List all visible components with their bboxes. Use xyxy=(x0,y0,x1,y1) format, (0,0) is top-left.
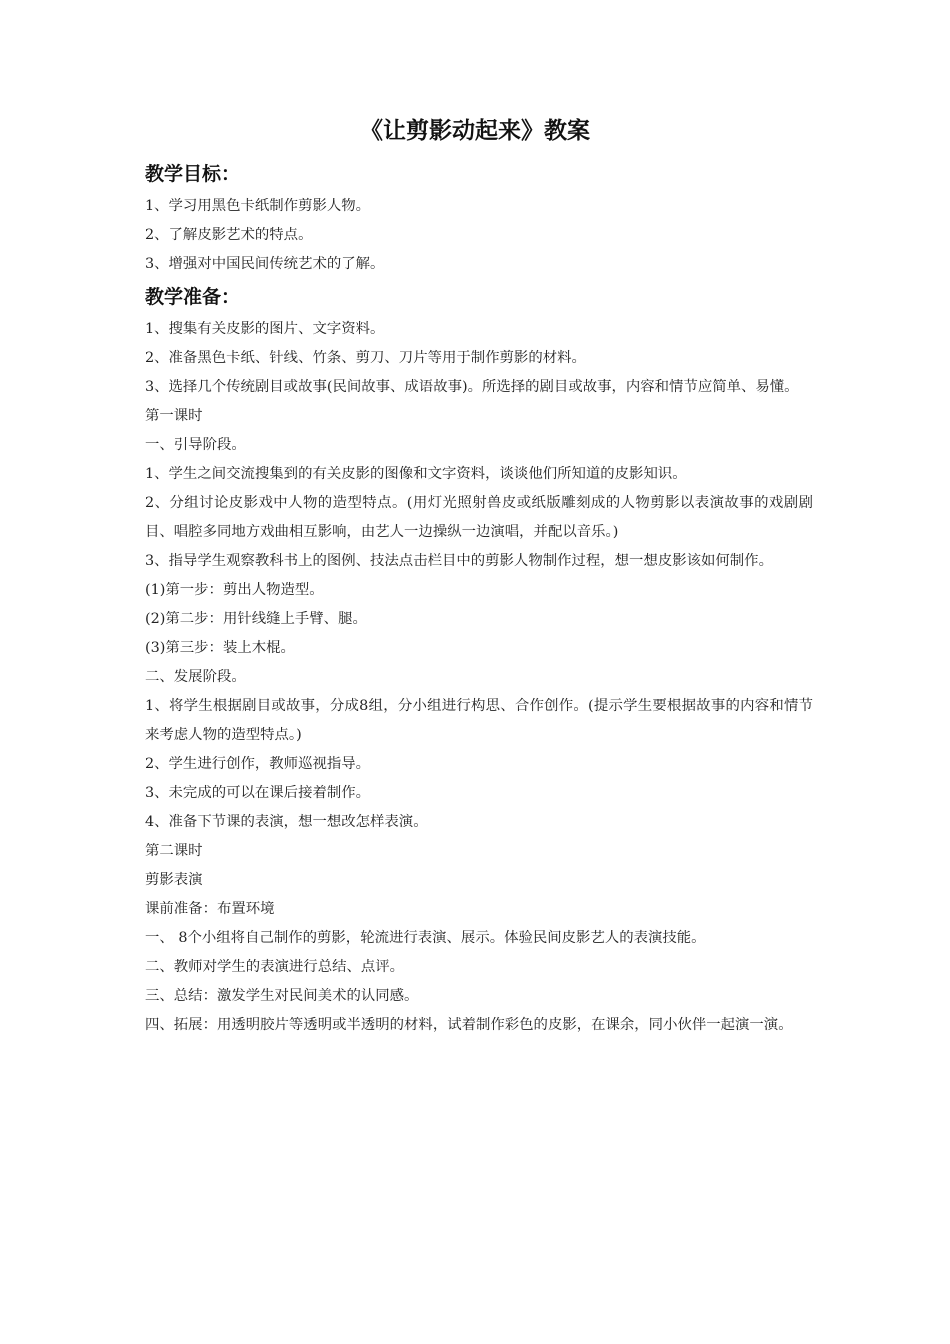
paragraph: 一、 8个小组将自己制作的剪影，轮流进行表演、展示。体验民间皮影艺人的表演技能。 xyxy=(145,930,706,946)
paragraph: 三、总结：激发学生对民间美术的认同感。 xyxy=(145,988,419,1004)
paragraph: 1、将学生根据剧目或故事，分成8组，分小组进行构思、合作创作。(提示学生要根据故事的内容和情节来考虑人物的造型特点。) xyxy=(145,698,813,743)
lesson-heading-second: 第二课时 xyxy=(145,843,203,859)
paragraph: 1、学生之间交流搜集到的有关皮影的图像和文字资料，谈谈他们所知道的皮影知识。 xyxy=(145,466,687,482)
preparation-item: 1、搜集有关皮影的图片、文字资料。 xyxy=(145,321,385,337)
paragraph: 课前准备：布置环境 xyxy=(145,901,275,917)
preparation-item: 3、选择几个传统剧目或故事(民间故事、成语故事)。所选择的剧目或故事，内容和情节应简单、易懂。 xyxy=(145,379,799,395)
goal-item: 1、学习用黑色卡纸制作剪影人物。 xyxy=(145,198,371,214)
section-heading-preparation: 教学准备： xyxy=(145,286,241,308)
paragraph: 2、分组讨论皮影戏中人物的造型特点。(用灯光照射兽皮或纸版雕刻成的人物剪影以表演故事的戏剧剧目、唱腔多同地方戏曲相互影响，由艺人一边操纵一边演唱，并配以音乐。) xyxy=(145,495,813,540)
step-item: (3)第三步：装上木棍。 xyxy=(145,640,295,656)
stage-heading: 一、引导阶段。 xyxy=(145,437,246,453)
paragraph: 二、教师对学生的表演进行总结、点评。 xyxy=(145,959,405,975)
paragraph: 四、拓展：用透明胶片等透明或半透明的材料，试着制作彩色的皮影，在课余，同小伙伴一起演一演。 xyxy=(145,1017,793,1033)
step-item: (1)第一步：剪出人物造型。 xyxy=(145,582,324,598)
paragraph: 4、准备下节课的表演，想一想改怎样表演。 xyxy=(145,814,428,830)
lesson-heading-first: 第一课时 xyxy=(145,408,203,424)
paragraph: 3、指导学生观察教科书上的图例、技法点击栏目中的剪影人物制作过程，想一想皮影该如何制作。 xyxy=(145,553,773,569)
preparation-item: 2、准备黑色卡纸、针线、竹条、剪刀、刀片等用于制作剪影的材料。 xyxy=(145,350,586,366)
document-title: 《让剪影动起来》教案 xyxy=(360,118,590,144)
goal-item: 3、增强对中国民间传统艺术的了解。 xyxy=(145,256,385,272)
goal-item: 2、了解皮影艺术的特点。 xyxy=(145,227,313,243)
step-item: (2)第二步：用针线缝上手臂、腿。 xyxy=(145,611,367,627)
document-body xyxy=(145,156,813,1040)
paragraph: 3、未完成的可以在课后接着制作。 xyxy=(145,785,371,801)
paragraph: 2、学生进行创作，教师巡视指导。 xyxy=(145,756,371,772)
activity-title: 剪影表演 xyxy=(145,872,203,888)
stage-heading: 二、发展阶段。 xyxy=(145,669,246,685)
section-heading-goals: 教学目标： xyxy=(145,163,241,185)
